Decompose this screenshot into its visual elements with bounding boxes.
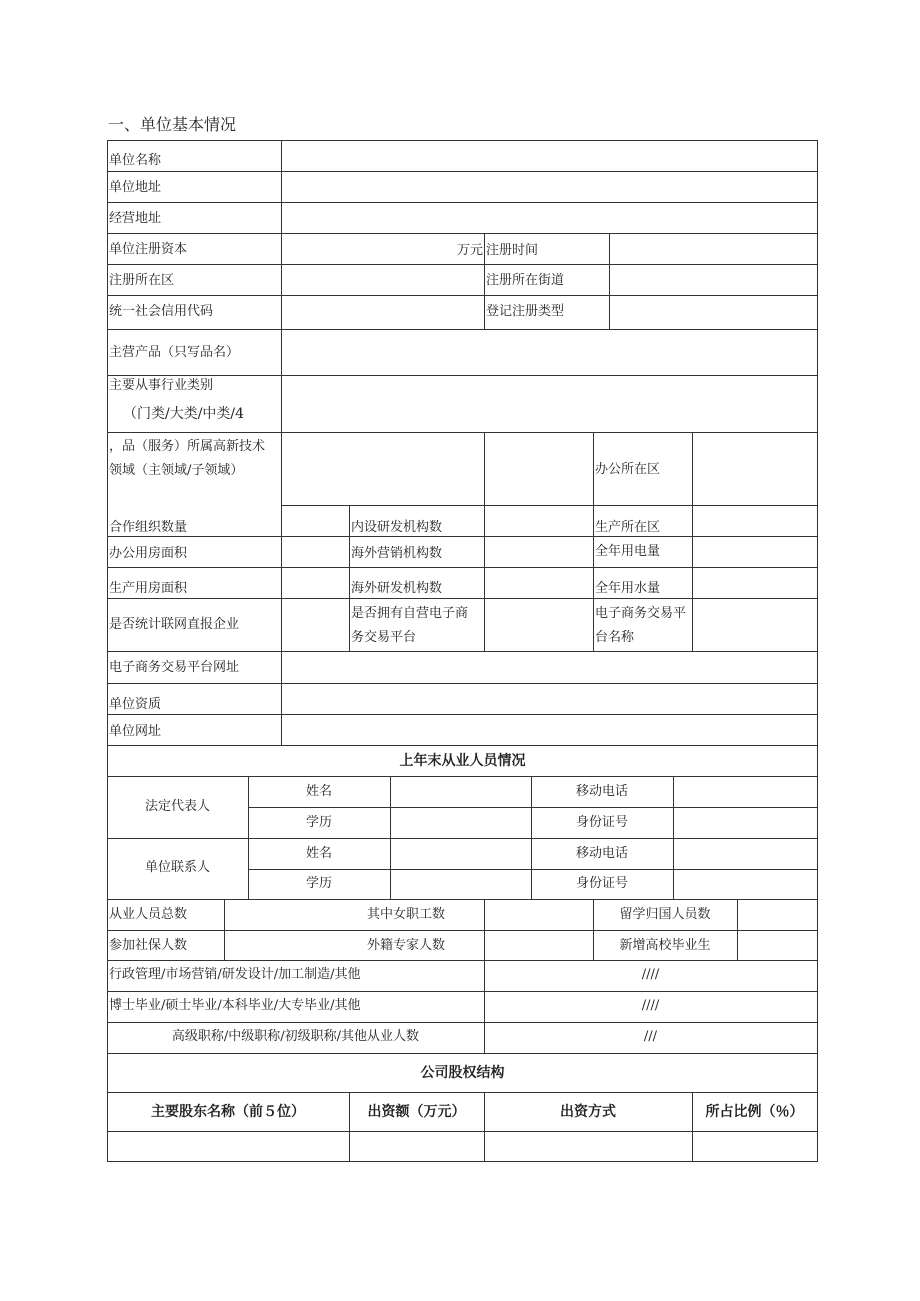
label-registration-type: 登记注册类型 (486, 304, 565, 319)
label-annual-electricity: 全年用电量 (595, 544, 661, 559)
label-returnees: 留学归国人员数 (619, 907, 711, 922)
label-industry-line1: 主要从事行业类别 (109, 378, 214, 393)
label-contact-name: 姓名 (305, 846, 332, 861)
label-total-staff: 从业人员总数 (109, 907, 188, 922)
label-coop-orgs: 合作组织数量 (109, 520, 188, 535)
input-share-ratio[interactable] (693, 1132, 817, 1161)
input-social-insurance[interactable] (225, 931, 305, 960)
input-roles[interactable]: //// (641, 967, 660, 982)
col-method: 出资方式 (560, 1104, 616, 1120)
label-website: 单位网址 (109, 724, 162, 739)
label-platform-url: 电子商务交易平台网址 (109, 660, 240, 675)
label-own-platform-line2: 务交易平台 (351, 630, 417, 645)
input-legal-rep-education[interactable] (391, 808, 531, 838)
label-hightech-line1: ，品（服务）所属高新技术 (109, 439, 266, 454)
label-female-staff: 其中女职工数 (366, 907, 445, 922)
label-contact-mobile: 移动电话 (575, 846, 628, 861)
input-contact-name[interactable] (391, 839, 531, 869)
label-internal-rd: 内设研发机构数 (351, 520, 443, 535)
input-legal-rep-name[interactable] (391, 777, 531, 807)
label-credit-code: 统一社会信用代码 (109, 304, 214, 319)
input-registration-district[interactable] (282, 265, 484, 295)
label-own-platform-line1: 是否拥有自营电子商 (351, 606, 469, 621)
label-contact-education: 学历 (305, 876, 332, 891)
input-contact-id[interactable] (674, 870, 817, 899)
input-business-address[interactable] (282, 203, 817, 233)
input-hightech-field[interactable] (282, 433, 484, 505)
label-business-address: 经营地址 (109, 211, 162, 226)
col-amount: 出资额（万元） (367, 1104, 466, 1120)
col-ratio: 所占比例（％） (705, 1104, 804, 1120)
label-unit-address: 单位地址 (109, 180, 162, 195)
label-unit-name: 单位名称 (109, 153, 162, 168)
label-legal-rep: 法定代表人 (144, 799, 210, 814)
label-legal-rep-id: 身份证号 (575, 815, 628, 830)
label-production-area: 生产用房面积 (109, 581, 188, 596)
label-registration-district: 注册所在区 (109, 273, 175, 288)
input-registration-time[interactable] (610, 234, 817, 264)
label-new-graduates: 新增高校毕业生 (619, 938, 711, 953)
staff-header: 上年末从业人员情况 (399, 753, 526, 769)
label-social-insurance: 参加社保人数 (109, 938, 188, 953)
input-registration-type[interactable] (610, 296, 817, 329)
input-main-products[interactable] (282, 330, 817, 375)
input-unit-name[interactable] (282, 141, 817, 171)
section-title: 一、单位基本情况 (108, 115, 237, 134)
input-office-district[interactable] (693, 433, 817, 505)
input-platform-url[interactable] (282, 652, 817, 683)
input-legal-rep-mobile[interactable] (674, 777, 817, 807)
input-qualification[interactable] (282, 684, 817, 714)
input-unit-address[interactable] (282, 172, 817, 202)
label-contact-id: 身份证号 (575, 876, 628, 891)
input-shareholder-name[interactable] (108, 1132, 349, 1161)
label-qualification: 单位资质 (109, 697, 162, 712)
label-registration-time: 注册时间 (486, 243, 539, 258)
input-titles[interactable]: /// (643, 1029, 658, 1044)
label-titles: 高级职称/中级职称/初级职称/其他从业人数 (171, 1029, 420, 1044)
label-main-products: 主营产品（只写品名） (109, 345, 240, 360)
col-shareholder: 主要股东名称（前５位） (151, 1104, 305, 1120)
label-legal-rep-mobile: 移动电话 (575, 784, 628, 799)
input-foreign-experts[interactable] (485, 931, 593, 960)
input-female-staff[interactable] (485, 900, 593, 930)
capital-unit: 万元 (456, 243, 483, 258)
input-degrees[interactable]: //// (641, 998, 660, 1013)
input-industry[interactable] (282, 376, 817, 432)
label-production-district: 生产所在区 (595, 520, 661, 535)
input-new-graduates[interactable] (738, 931, 817, 960)
input-website[interactable] (282, 715, 817, 745)
input-contact-mobile[interactable] (674, 839, 817, 869)
label-office-district: 办公所在区 (595, 462, 661, 477)
input-returnees[interactable] (738, 900, 817, 930)
input-credit-code[interactable] (282, 296, 484, 329)
label-hightech-line2: 领域（主领域/子领域） (109, 463, 244, 478)
input-total-staff[interactable] (225, 900, 305, 930)
equity-header: 公司股权结构 (420, 1065, 505, 1081)
label-legal-rep-education: 学历 (305, 815, 332, 830)
input-registration-street[interactable] (610, 265, 817, 295)
label-registration-street: 注册所在街道 (486, 273, 565, 288)
label-stats-direct: 是否统计联网直报企业 (109, 617, 240, 632)
label-registered-capital: 单位注册资本 (109, 242, 188, 257)
label-annual-water: 全年用水量 (595, 581, 661, 596)
label-industry-line2: （门类/大类/中类/4 (123, 406, 245, 422)
label-office-area: 办公用房面积 (109, 546, 188, 561)
table-border-bottom (107, 1161, 818, 1162)
input-contact-education[interactable] (391, 870, 531, 899)
label-degrees: 博士毕业/硕士毕业/本科毕业/大专毕业/其他 (109, 998, 361, 1013)
label-contact: 单位联系人 (144, 860, 210, 875)
label-foreign-experts: 外籍专家人数 (366, 938, 445, 953)
input-contribution-method[interactable] (485, 1132, 692, 1161)
input-contribution-amount[interactable] (350, 1132, 484, 1161)
label-platform-name-line2: 台名称 (595, 630, 635, 645)
label-legal-rep-name: 姓名 (305, 784, 332, 799)
label-overseas-rd: 海外研发机构数 (351, 581, 443, 596)
input-legal-rep-id[interactable] (674, 808, 817, 838)
label-overseas-marketing: 海外营销机构数 (351, 546, 443, 561)
label-platform-name-line1: 电子商务交易平 (595, 606, 687, 621)
label-roles: 行政管理/市场营销/研发设计/加工制造/其他 (109, 967, 361, 982)
